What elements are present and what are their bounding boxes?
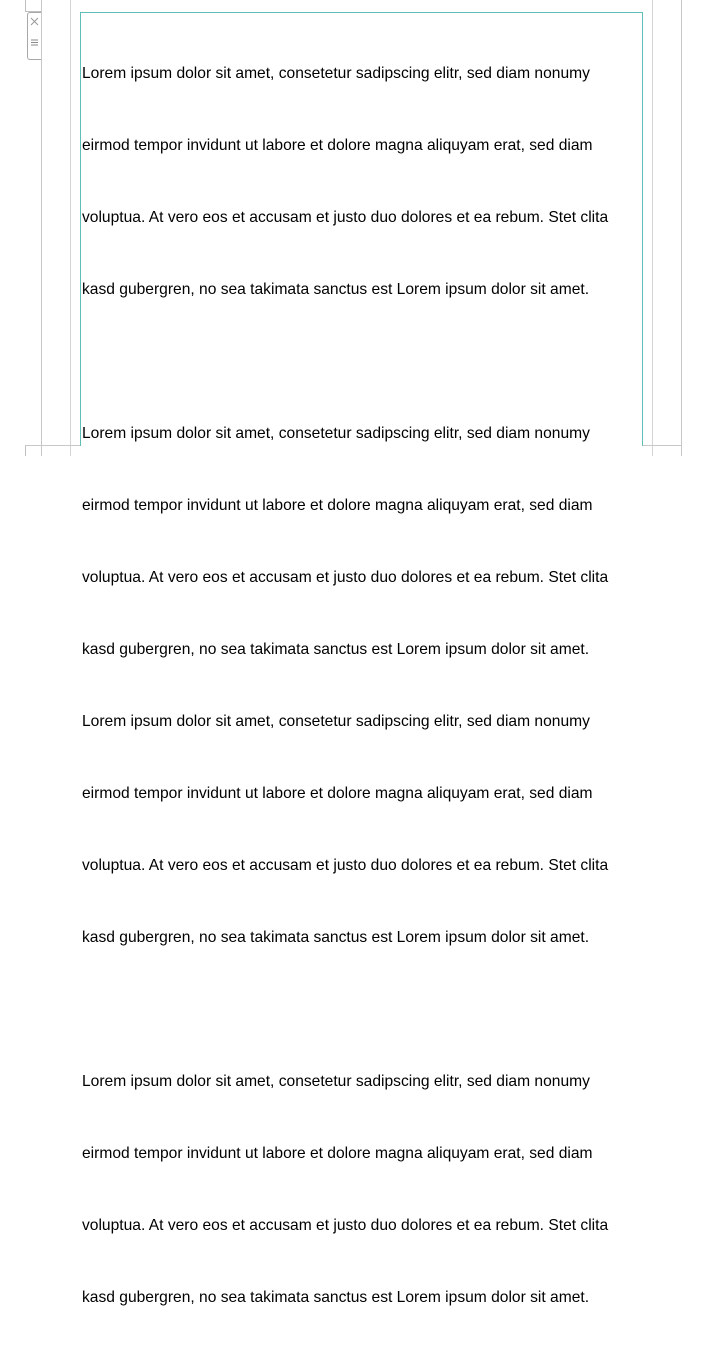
page-edge-left <box>41 0 42 456</box>
paragraph[interactable] <box>82 1022 642 1358</box>
paragraph-spacing <box>82 350 642 374</box>
text-line: Lorem ipsum dolor sit amet, consetetur sadipscing elitr, sed diam nonumy <box>82 65 590 82</box>
text-line: kasd gubergren, no sea takimata sanctus est Lorem ipsum dolor sit amet. <box>82 1289 590 1306</box>
text-line: kasd gubergren, no sea takimata sanctus est Lorem ipsum dolor sit amet. <box>82 281 590 298</box>
text-line: kasd gubergren, no sea takimata sanctus est Lorem ipsum dolor sit amet. <box>82 929 590 946</box>
text-line: Lorem ipsum dolor sit amet, consetetur sadipscing elitr, sed diam nonumy <box>82 713 590 730</box>
page-corner-bottom-left <box>25 445 26 456</box>
text-line: voluptua. At vero eos et accusam et justo duo dolores et ea rebum. Stet clita <box>82 569 609 586</box>
text-line: eirmod tempor invidunt ut labore et dolore magna aliquyam erat, sed diam <box>82 137 593 154</box>
text-line: voluptua. At vero eos et accusam et justo duo dolores et ea rebum. Stet clita <box>82 1217 609 1234</box>
text-line: eirmod tempor invidunt ut labore et dolore magna aliquyam erat, sed diam <box>82 785 593 802</box>
text-line: Lorem ipsum dolor sit amet, consetetur sadipscing elitr, sed diam nonumy <box>82 425 590 442</box>
frame-toolbar <box>27 12 41 60</box>
paragraph-spacing <box>82 998 642 1022</box>
margin-guide-left <box>70 0 71 456</box>
text-line: eirmod tempor invidunt ut labore et dolore magna aliquyam erat, sed diam <box>82 497 593 514</box>
close-icon[interactable] <box>28 14 41 28</box>
text-frame[interactable] <box>80 12 643 1306</box>
text-line: eirmod tempor invidunt ut labore et dolore magna aliquyam erat, sed diam <box>82 1145 593 1162</box>
page-edge-right <box>681 0 682 456</box>
text-line: voluptua. At vero eos et accusam et justo duo dolores et ea rebum. Stet clita <box>82 857 609 874</box>
text-line: kasd gubergren, no sea takimata sanctus est Lorem ipsum dolor sit amet. <box>82 641 590 658</box>
paragraph[interactable] <box>82 374 642 998</box>
text-line: voluptua. At vero eos et accusam et justo duo dolores et ea rebum. Stet clita <box>82 209 609 226</box>
text-content[interactable] <box>81 13 642 1358</box>
margin-guide-right <box>652 0 653 456</box>
drag-handle-icon[interactable] <box>28 35 41 49</box>
text-line: Lorem ipsum dolor sit amet, consetetur sadipscing elitr, sed diam nonumy <box>82 1073 590 1090</box>
paragraph[interactable] <box>82 14 642 350</box>
